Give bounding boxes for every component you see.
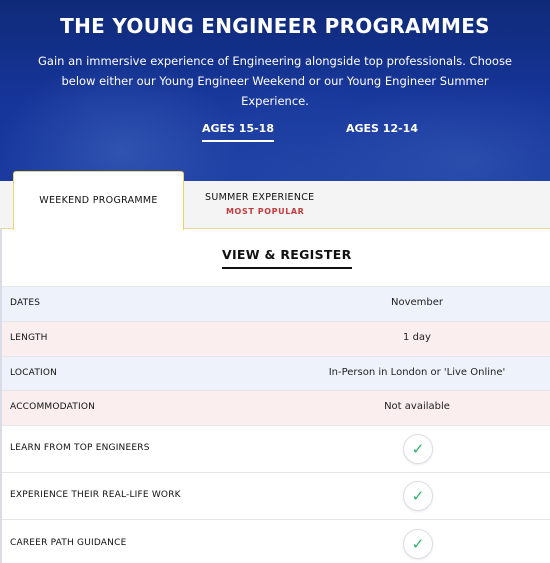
tab-weekend-programme[interactable] bbox=[13, 171, 184, 230]
hero-subtitle bbox=[30, 51, 520, 111]
row-label: EXPERIENCE THEIR REAL-LIFE WORK bbox=[10, 490, 181, 500]
row-value: November bbox=[390, 297, 444, 308]
row-label: DATES bbox=[10, 298, 41, 308]
hero-subtitle-line-1: Gain an immersive experience of Engineering alongside top professionals. Choose bbox=[37, 54, 513, 68]
hero-subtitle-line-2: below either our Young Engineer Weekend or our Young Engineer Summer Experience. bbox=[61, 74, 489, 108]
table-row-experience-real-life-work bbox=[2, 472, 550, 519]
page-title: THE YOUNG ENGINEER PROGRAMMES bbox=[60, 14, 490, 38]
row-value: 1 day bbox=[403, 332, 431, 343]
table-row-dates bbox=[2, 286, 550, 321]
tab-summer-experience[interactable] bbox=[195, 192, 335, 216]
tab-ages-15-18[interactable]: AGES 15-18 bbox=[202, 122, 274, 142]
row-label: ACCOMMODATION bbox=[10, 402, 96, 412]
tab-weekend-programme-label: WEEKEND PROGRAMME bbox=[39, 195, 158, 206]
table-row-learn-from-top-engineers bbox=[2, 425, 550, 472]
row-label: LENGTH bbox=[10, 333, 48, 343]
table-row-length bbox=[2, 321, 550, 356]
table-row-location bbox=[2, 356, 550, 390]
check-icon: ✓ bbox=[403, 481, 433, 511]
hero-banner bbox=[0, 0, 550, 181]
row-label: LEARN FROM TOP ENGINEERS bbox=[10, 443, 150, 453]
row-label: LOCATION bbox=[10, 368, 58, 378]
row-value: Not available bbox=[384, 401, 450, 412]
table-row-accommodation bbox=[2, 390, 550, 425]
most-popular-badge: MOST POPULAR bbox=[226, 207, 305, 216]
check-icon: ✓ bbox=[403, 529, 433, 559]
row-label: CAREER PATH GUIDANCE bbox=[10, 538, 127, 548]
view-register-button[interactable]: VIEW & REGISTER bbox=[222, 247, 352, 269]
tab-summer-experience-label: SUMMER EXPERIENCE bbox=[205, 192, 315, 203]
check-icon: ✓ bbox=[403, 434, 433, 464]
tab-ages-12-14[interactable]: AGES 12-14 bbox=[346, 122, 418, 135]
table-row-career-path-guidance bbox=[2, 519, 550, 563]
programme-details-panel bbox=[0, 229, 550, 563]
row-value: In-Person in London or 'Live Online' bbox=[328, 367, 506, 378]
